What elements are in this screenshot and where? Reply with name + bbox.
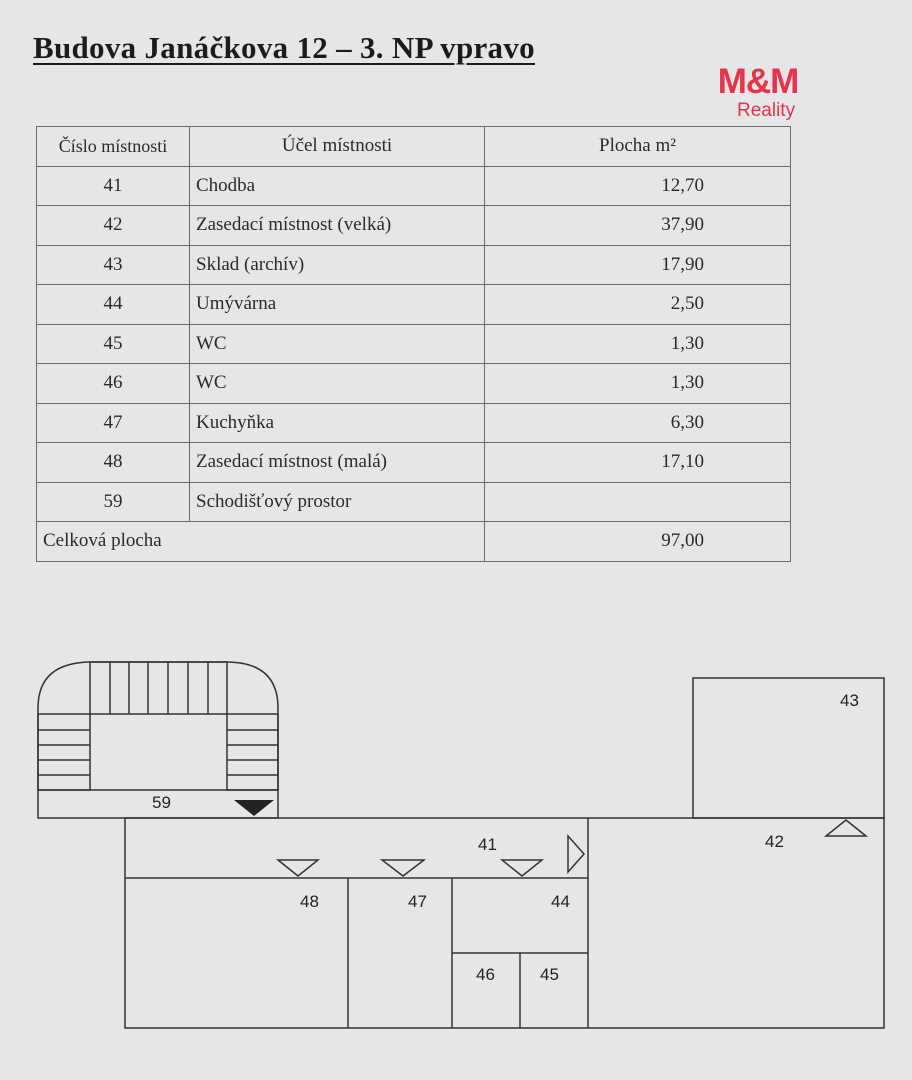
room-area: 1,30 — [485, 364, 791, 404]
room-area: 37,90 — [485, 206, 791, 246]
room-number: 47 — [37, 403, 190, 443]
room-purpose: Zasedací místnost (malá) — [190, 443, 485, 483]
header-number: Číslo místnosti — [37, 127, 190, 167]
room-label-43: 43 — [840, 691, 859, 710]
door-42-icon — [568, 836, 584, 872]
room-purpose: WC — [190, 324, 485, 364]
door-43-icon — [826, 820, 866, 836]
room-number: 46 — [37, 364, 190, 404]
room-purpose: Schodišťový prostor — [190, 482, 485, 522]
room-number: 41 — [37, 166, 190, 206]
room-area — [485, 482, 791, 522]
table-row — [37, 364, 791, 404]
stair-treads-left — [38, 714, 90, 790]
table-row — [37, 403, 791, 443]
room-number: 43 — [37, 245, 190, 285]
room-label-42: 42 — [765, 832, 784, 851]
room-purpose: Kuchyňka — [190, 403, 485, 443]
header-area: Plocha m² — [485, 127, 791, 167]
room-area: 1,30 — [485, 324, 791, 364]
page-title: Budova Janáčkova 12 – 3. NP vpravo — [33, 30, 535, 65]
room-table — [36, 126, 791, 562]
room-number: 59 — [37, 482, 190, 522]
room-label-41: 41 — [478, 835, 497, 854]
brand-logo — [703, 64, 813, 122]
table-row — [37, 285, 791, 325]
total-area: 97,00 — [485, 522, 791, 562]
door-48-icon — [278, 860, 318, 876]
floor-plan — [0, 620, 912, 1060]
room-area: 17,90 — [485, 245, 791, 285]
table-row — [37, 324, 791, 364]
room-purpose: WC — [190, 364, 485, 404]
table-row — [37, 206, 791, 246]
room-area: 17,10 — [485, 443, 791, 483]
door-44-icon — [502, 860, 542, 876]
room-purpose: Zasedací místnost (velká) — [190, 206, 485, 246]
room-area: 6,30 — [485, 403, 791, 443]
door-47-icon — [382, 860, 424, 876]
logo-brand: M&M — [717, 62, 799, 101]
room-number: 45 — [37, 324, 190, 364]
room-number: 44 — [37, 285, 190, 325]
table-row — [37, 482, 791, 522]
room-area: 2,50 — [485, 285, 791, 325]
logo-sub: Reality — [737, 100, 796, 121]
door-59-icon — [234, 800, 274, 816]
total-label: Celková plocha — [37, 522, 485, 562]
room-purpose: Chodba — [190, 166, 485, 206]
room-label-47: 47 — [408, 892, 427, 911]
table-header-row — [37, 127, 791, 167]
room-label-44: 44 — [551, 892, 570, 911]
table-row — [37, 245, 791, 285]
stair-treads-right — [227, 714, 278, 790]
room-purpose: Umývárna — [190, 285, 485, 325]
room-purpose: Sklad (archív) — [190, 245, 485, 285]
room-number: 42 — [37, 206, 190, 246]
room-label-46: 46 — [476, 965, 495, 984]
room-number: 48 — [37, 443, 190, 483]
room-label-59: 59 — [152, 793, 171, 812]
table-total-row — [37, 522, 791, 562]
header-purpose: Účel místnosti — [190, 127, 485, 167]
table-row — [37, 443, 791, 483]
table-row — [37, 166, 791, 206]
room-area: 12,70 — [485, 166, 791, 206]
room-label-45: 45 — [540, 965, 559, 984]
room-label-48: 48 — [300, 892, 319, 911]
